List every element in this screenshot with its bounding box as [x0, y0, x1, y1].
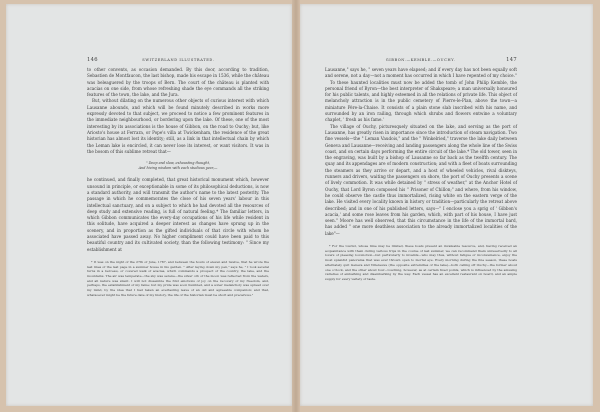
block-quote [87, 161, 269, 170]
paragraph: to other convents, as occasion demanded. By this door, according to tradition, Sebastien de Montfaucon, the last bishop, made his escape in 1536, while the château was beleaguered by the troops of Bern. The court of the château is planted with acacias on one side, from whose refreshing shade the eye commands all the striking features of the town, the lake, and the Jura. [87, 67, 269, 98]
footnote: * For the tourist, whose time may be limited, these boats present an invaluable resource, and, having received an acquaintance with them during various trips in the course of last summer, we can recommend them unreservedly to all lovers of pleasing locomotion—but particularly to invalids—who may thus, without fatigue or inconvenience, enjoy the most splendid panorama that was ever thrown open to mortal eye. Every morning during the fine season, these boats alternately quit Geneva and Villeneuve (the opposite extremities of the lake)—both calling off Ouchy—the former about one o'clock, and the other about four—touching, however, as at certain fixed points, which is influenced by the amusing varieties of embarking and disembarking by the way. Each vessel has an excellent restaurant on board, and an ample supply for every variety of taste. [325, 244, 517, 281]
left-page-header [87, 57, 269, 63]
right-page-content [325, 57, 517, 285]
right-page [300, 4, 593, 406]
right-page-header [325, 57, 517, 63]
running-head: GIBBON.—KEMBLE.—OUCHY. [385, 58, 456, 62]
left-page [6, 4, 292, 406]
page-number: 147 [506, 57, 517, 63]
paragraph: Lausanne," says he, " seven years have elapsed; and if every day has not been equally soft and serene, not a day—not a moment has occurred in which I have repented of my choice." [325, 67, 517, 79]
quote-line: " Deep and slow, exhausting thought, [145, 161, 211, 166]
footnote: * It was on the night of the 27th of June, 1787, and between the hours of eleven and twelve, that he wrote the last lines of the last page in a summer house in his garden. " After laying down my pen," says he, " I took several turns in a berceau, or covered walk of acacias, which commands a prospect of the country, the lake, and the mountains. The air was temperate—the sky was serene—the silver orb of the moon was reflected from the waters, and all nature was silent. I will not dissemble the first emotions of joy on the recovery of my freedom, and, perhaps, the establishment of my fame; but my pride was soon humbled, and a sober melancholy was spread over my mind, by the idea that I had taken an everlasting leave of an old and agreeable companion; and that, whatsoever might be the future date of my history, the life of the historian must be short and precarious." [87, 259, 269, 297]
book-gutter [292, 0, 300, 412]
quote-line: And hiving wisdom with each studious year,— [138, 165, 218, 170]
paragraph: But, without dilating on the numerous other objects of curious interest with which Lausanne abounds, and which will be found minutely described in works more expressly devoted to that subject, we proceed to notice a few prominent features in the immediate neighbourhood, or bordering upon the lake. Of these, one of the most interesting by its associations is the house of Gibbon, on the road to Ouchy; but, like Ariosto's house at Ferrara, or Pope's villa at Twickenham, the residence of the great historian has almost lost its identity; still, as a link in that intellectual chain by which the Leman lake is encircled, it can never lose its interest, or want visitors. It was in the bosom of this sublime retreat that— [87, 98, 269, 154]
paragraph: The village of Ouchy, picturesquely situated on the lake, and serving as the port of Lausanne, has greatly risen in importance since the introduction of steam navigation. Two fine vessels—the " Leman Vaudois," and the " Winkelried," traverse the lake daily between Geneva and Lausanne—receiving and landing passengers along the whole line of the Swiss coast, and on certain days performing the entire circuit of the lake.* The old tower, seen in the engraving, was built by a bishop of Lausanne so far back as the twelfth century. The quay and its appendages are of modern construction; and with a fleet of boats surrounding the steamers as they arrive or depart, and a host of wheeled vehicles, rival diskteys, runners and drivers, waiting the passengers on shore, the port of Ouchy presents a scene of lively commotion. It was while detained by " stress of weather," at the Anchor Hotel of Ouchy, that Lord Byron composed his " Prisoner of Chillon;" and where, from his window, he could observe the castle thus immortalized, rising white on the eastern verge of the lake. He visited every locality known in history or tradition—particularly the retreat above described; and in one of his published letters, says—" I enclose you a sprig of ' Gibbon's acacia,' and some rose leaves from his garden, which, with part of his house, I have just seen." Moore has well observed, that this circumstance in the life of the immortal bard, has added " one more deathless association to the already immortalized localities of the lake"— [325, 123, 517, 236]
page-number: 146 [87, 57, 98, 63]
running-head: SWITZERLAND ILLUSTRATED. [142, 58, 215, 62]
paragraph: he continued, and finally completed, that great historical monument which, however unsound in principle, or exceptionable in some of its philosophical deductions, is now a standard authority, and will transmit the author's name to the latest posterity. The passage in which he commemorates the close of his seven years' labour in this intellectual sanctuary, and on a subject to which he had devoted all the resources of deep study and extensive reading, is full of natural feeling.* The familiar letters, in which Gibbon communicates the every-day occupations of his life while resident in this solitude, have acquired a deeper interest as changes have sprung up in the scenery, and in proportion as the gifted individuals of that circle with whom he associated have passed away. No higher compliment could have been paid to this beautiful country and its cultivated society, than the following testimony: " Since my establishment at [87, 177, 269, 252]
paragraph: To these haunted localities must now be added the tomb of John Philip Kemble, the personal friend of Byron—the best interpreter of Shakspeare; a man universally honoured for his public talents, and highly esteemed in all the relations of private life. This object of melancholy attraction is in the public cemetery of Pierre-le-Plan, above the town—a miniature Père-la-Chaise. It consists of a plain stone slab inscribed with his name, and surrounded by an iron railing, through which shrubs and flowers entwine a voluntary chaplet, ' fresh as his fame.' [325, 79, 517, 123]
left-page-content [87, 57, 269, 301]
